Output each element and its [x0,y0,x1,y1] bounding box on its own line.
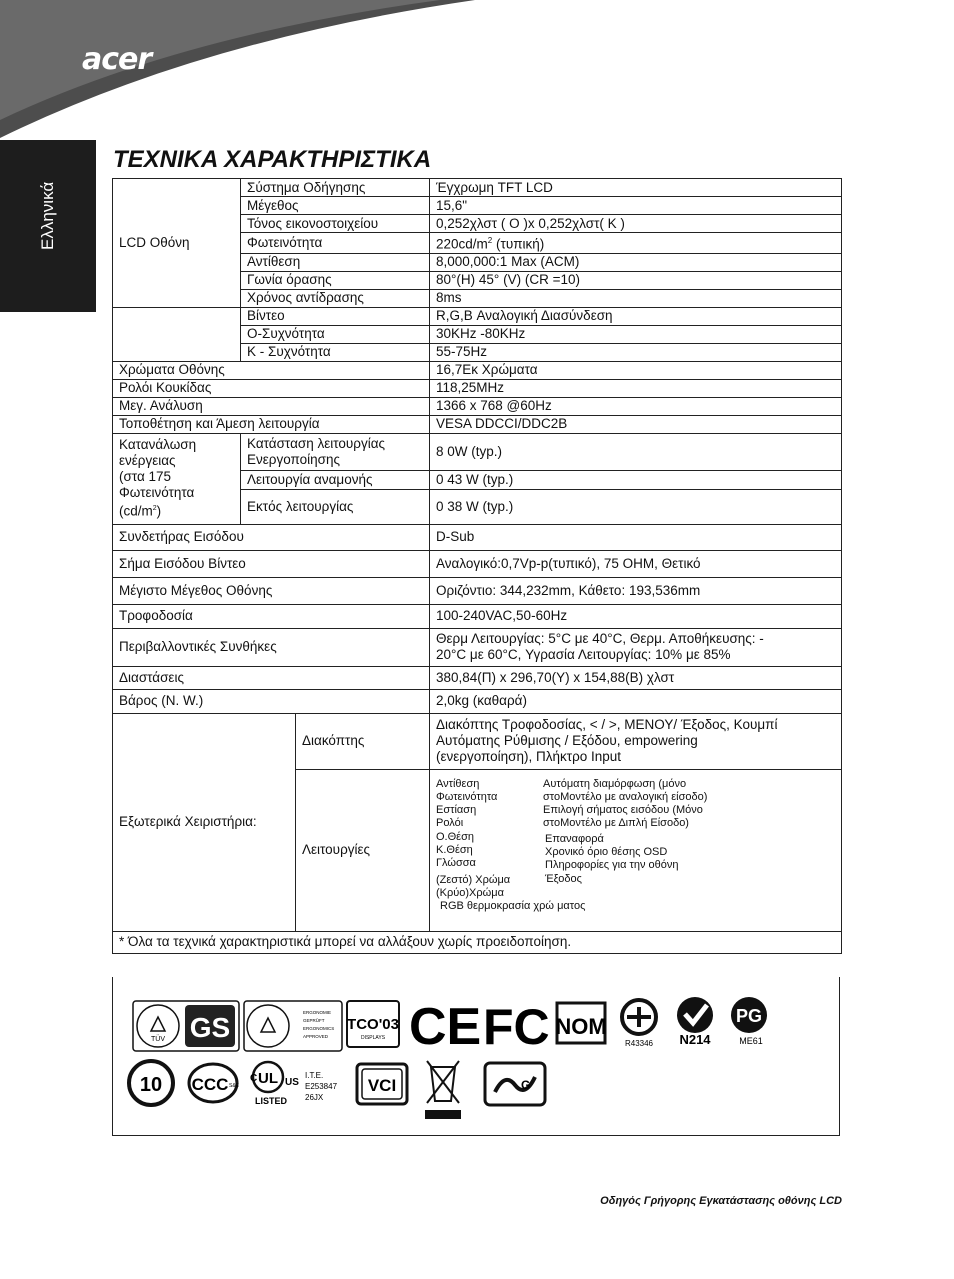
gs-text: GS [189,1012,231,1043]
spec-note: * Όλα τα τεχνικά χαρακτηριστικά μπορεί να αλλάξουν χωρίς προειδοποίηση. [113,931,842,953]
spec-value: 0,252χλστ ( Ο )x 0,252χλστ( Κ ) [430,215,842,233]
ten-text: 10 [139,1074,163,1096]
spec-key: Ρολόι Κουκίδας [113,379,430,397]
ul-listed-text: LISTED [254,1096,288,1106]
page-footer: Οδηγός Γρήγορης Εγκατάστασης οθόνης LCD [600,1195,842,1207]
function-item: Επαναφορά [545,832,604,845]
ce-text: CE [409,998,482,1056]
ce-mark [409,998,481,1056]
nom-logo [555,1003,606,1043]
spec-value: 118,25MHz [430,379,842,397]
weee-bin-icon [425,1061,461,1119]
spec-value: Αναλογικό:0,7Vp-p(τυπικό), 75 OHM, Θετικό [430,550,842,577]
spec-value [430,233,842,254]
function-item-rgb: RGB θερμοκρασία χρώ ματος [440,899,586,912]
table-row [113,397,842,415]
nom-text: NOM [555,1014,607,1039]
spec-value: 1366 x 768 @60Hz [430,397,842,415]
spec-value: 80°(H) 45° (V) (CR =10) [430,271,842,289]
functions-right-column [543,778,707,886]
spec-key: Τροφοδοσία [113,604,430,628]
function-item: Πληροφορίες για την οθόνη [545,859,679,872]
vci-text: VCI [367,1076,397,1095]
pg-text: G [521,1078,531,1092]
spec-key: Συνδετήρας Εισόδου [113,524,430,550]
power-group-label [113,433,241,524]
table-row [113,361,842,379]
page-title: ΤΕΧΝΙΚΑ ΧΑΡΑΚΤΗΡΙΣΤΙΚΑ [113,146,432,173]
table-row [113,524,842,550]
function-item: Επιλογή σήματος εισόδου (Μόνο [543,804,703,817]
function-item: Φωτεινότητα [436,790,498,803]
function-item: Αντίθεση [436,777,480,790]
ergo-text: ERGONOMICS [303,1026,335,1031]
table-row [113,433,842,470]
r-code-text: R43346 [624,1039,654,1048]
brightness-note: (τυπική) [492,236,545,252]
power-mode-line: Κατάσταση λειτουργίας [247,435,385,451]
spec-key: Τόνος εικονοστοιχείου [241,215,430,233]
table-row [113,550,842,577]
spec-value: Έγχρωμη TFT LCD [430,179,842,197]
pct-logo [731,997,767,1046]
spec-value: 30KHz -80KHz [430,325,842,343]
spec-key: Σύστημα Οδήγησης [241,179,430,197]
spec-key: Χρόνος αντίδρασης [241,289,430,307]
controls-group-label: Εξωτερικά Χειριστήρια: [113,713,296,931]
ite-block [305,1071,338,1102]
video-group-blank [113,307,241,361]
ul-listed-logo [250,1062,299,1106]
pct-text: PG [735,1006,763,1026]
ite-text: E253847 [305,1082,338,1091]
power-label-line: (στα 175 Φωτεινότητα [119,469,195,501]
table-row [113,179,842,197]
function-item: (Κρύο)Χρώμα [436,886,504,899]
function-item: Αυτόματη διαμόρφωση (μόνο [543,777,687,790]
spec-value: R,G,B Αναλογική Διασύνδεση [430,307,842,325]
power-mode-line: Ενεργοποίησης [247,451,341,467]
spec-value [430,769,842,931]
spec-value [430,713,842,769]
spec-value: 8ms [430,289,842,307]
ul-text: UL [258,1070,278,1087]
ite-text: 26JX [305,1093,324,1102]
spec-key: Φωτεινότητα [241,233,430,254]
table-row [113,307,842,325]
spec-key: Κ - Συχνότητα [241,343,430,361]
spec-key: Μέγιστο Μέγεθος Οθόνης [113,577,430,604]
function-item: στοΜοντέλο με Διπλή Είσοδο) [543,817,689,830]
spec-value: 55-75Hz [430,343,842,361]
power-unit-sup: 2 [152,505,157,513]
spec-key: Σήμα Εισόδου Βίντεο [113,550,430,577]
spec-value: Οριζόντιο: 344,232mm, Κάθετο: 193,536mm [430,577,842,604]
switch-line: Αυτόματης Ρύθμισης / Εξόδου, empowering [436,733,698,748]
acer-logo: acer [82,42,152,77]
spec-value: 2,0kg (καθαρά) [430,689,842,713]
spec-key: Αντίθεση [241,253,430,271]
spec-key: Εκτός λειτουργίας [241,489,430,524]
function-item: Ρολόι [436,817,464,830]
power-label-line: Κατανάλωση [119,437,197,453]
tco-sub-text: DISPLAYS [360,1035,386,1041]
environment-line: Θερμ Λειτουργίας: 5°C με 40°C, Θερμ. Αποθήκευσης: - [436,631,764,646]
spec-key: Χρώματα Οθόνης [113,361,430,379]
brightness-sup: 2 [487,236,493,245]
tuv-ergonomics-logo [244,1001,342,1051]
spec-key: Ο-Συχνότητα [241,325,430,343]
ergo-text: APPROVED [303,1034,329,1039]
switch-line: (ενεργοποίηση), Πλήκτρο Input [436,749,622,764]
function-item: στοΜοντέλο με αναλογική είσοδο) [543,790,708,803]
gost-r-logo [622,1000,656,1048]
lcd-group-label: LCD Οθόνη [113,179,241,308]
china-rohs-10-logo [129,1061,173,1105]
spec-value: 380,84(Π) x 296,70(Υ) x 154,88(Β) χλστ [430,666,842,689]
table-row [113,604,842,628]
table-row [113,628,842,666]
spec-value: 8,000,000:1 Max (ACM) [430,253,842,271]
table-row [113,931,842,953]
table-row [113,379,842,397]
spec-key: Λειτουργίες [296,769,430,931]
functions-left-column [436,778,510,901]
table-row [113,577,842,604]
spec-value: 16,7Εκ Χρώματα [430,361,842,379]
spec-value [430,628,842,666]
spec-key: Βάρος (N. W.) [113,689,430,713]
ccc-sub-text: S&E [229,1083,240,1089]
function-item: (Ζεστό) Χρώμα [436,873,511,886]
function-item: Εστίαση [436,804,477,817]
n-code-text: N214 [679,1032,711,1047]
environment-line: 20°C με 60°C, Υγρασία Λειτουργίας: 10% με 85% [436,647,731,662]
spec-key: Διακόπτης [296,713,430,769]
certification-logos-box [112,977,840,1136]
table-row [113,415,842,433]
functions-list [436,770,835,920]
tco03-logo [347,1001,399,1047]
spec-key: Μέγεθος [241,197,430,215]
tuv-gs-logo [133,1001,239,1051]
function-item: Ο.Θέση [436,830,474,843]
power-unit-end: ) [156,503,162,519]
spec-key [241,433,430,470]
specs-table [112,178,842,954]
power-unit: (cd/m [119,503,153,519]
fc-text: FC [483,999,550,1055]
table-row [113,666,842,689]
spec-value: 100-240VAC,50-60Hz [430,604,842,628]
spec-value: VESA DDCCI/DDC2B [430,415,842,433]
power-label-line: ενέργειας [119,453,176,469]
ul-c-text: C [250,1073,258,1084]
brightness-value: 220cd/m [436,236,488,252]
ite-text: I.T.E. [305,1071,324,1080]
spec-key: Μεγ. Ανάλυση [113,397,430,415]
pg-logo [485,1063,545,1105]
spec-value: 8 0W (typ.) [430,433,842,470]
ccc-logo [189,1064,240,1102]
spec-key: Λειτουργία αναμονής [241,470,430,489]
table-row [113,689,842,713]
table-row [113,713,842,769]
spec-key: Γωνία όρασης [241,271,430,289]
certification-logos [113,977,839,1134]
language-tab-label: Ελληνικά [38,181,57,250]
ctick-logo [677,997,713,1047]
spec-key: Διαστάσεις [113,666,430,689]
spec-key: Περιβαλλοντικές Συνθήκες [113,628,430,666]
spec-key: Τοποθέτηση και Άμεση λειτουργία [113,415,430,433]
function-item: Κ.Θέση [436,843,473,856]
me-code-text: ME61 [739,1036,763,1046]
ul-us-text: US [285,1077,299,1088]
tuv-text: TÜV [151,1036,165,1043]
spec-value: D-Sub [430,524,842,550]
ergo-text: GEPRÜFT [303,1018,325,1023]
ergo-text: ERGONOMIE [303,1010,332,1015]
spec-key: Βίντεο [241,307,430,325]
vcci-logo [357,1064,407,1104]
switch-line: Διακόπτης Τροφοδοσίας, < / >, ΜΕΝΟΥ/ Έξοδος, Κουμπί [436,717,778,732]
ccc-text: CCC [191,1075,229,1094]
spec-value: 0 38 W (typ.) [430,489,842,524]
function-item: Χρονικό όριο θέσης OSD [545,845,668,858]
function-item: Έξοδος [545,872,582,885]
power-label-line [119,501,234,520]
tco-text: TCO'03 [347,1016,399,1033]
spec-value: 15,6" [430,197,842,215]
spec-value: 0 43 W (typ.) [430,470,842,489]
function-item: Γλώσσα [436,857,476,870]
fcc-mark [483,999,550,1055]
